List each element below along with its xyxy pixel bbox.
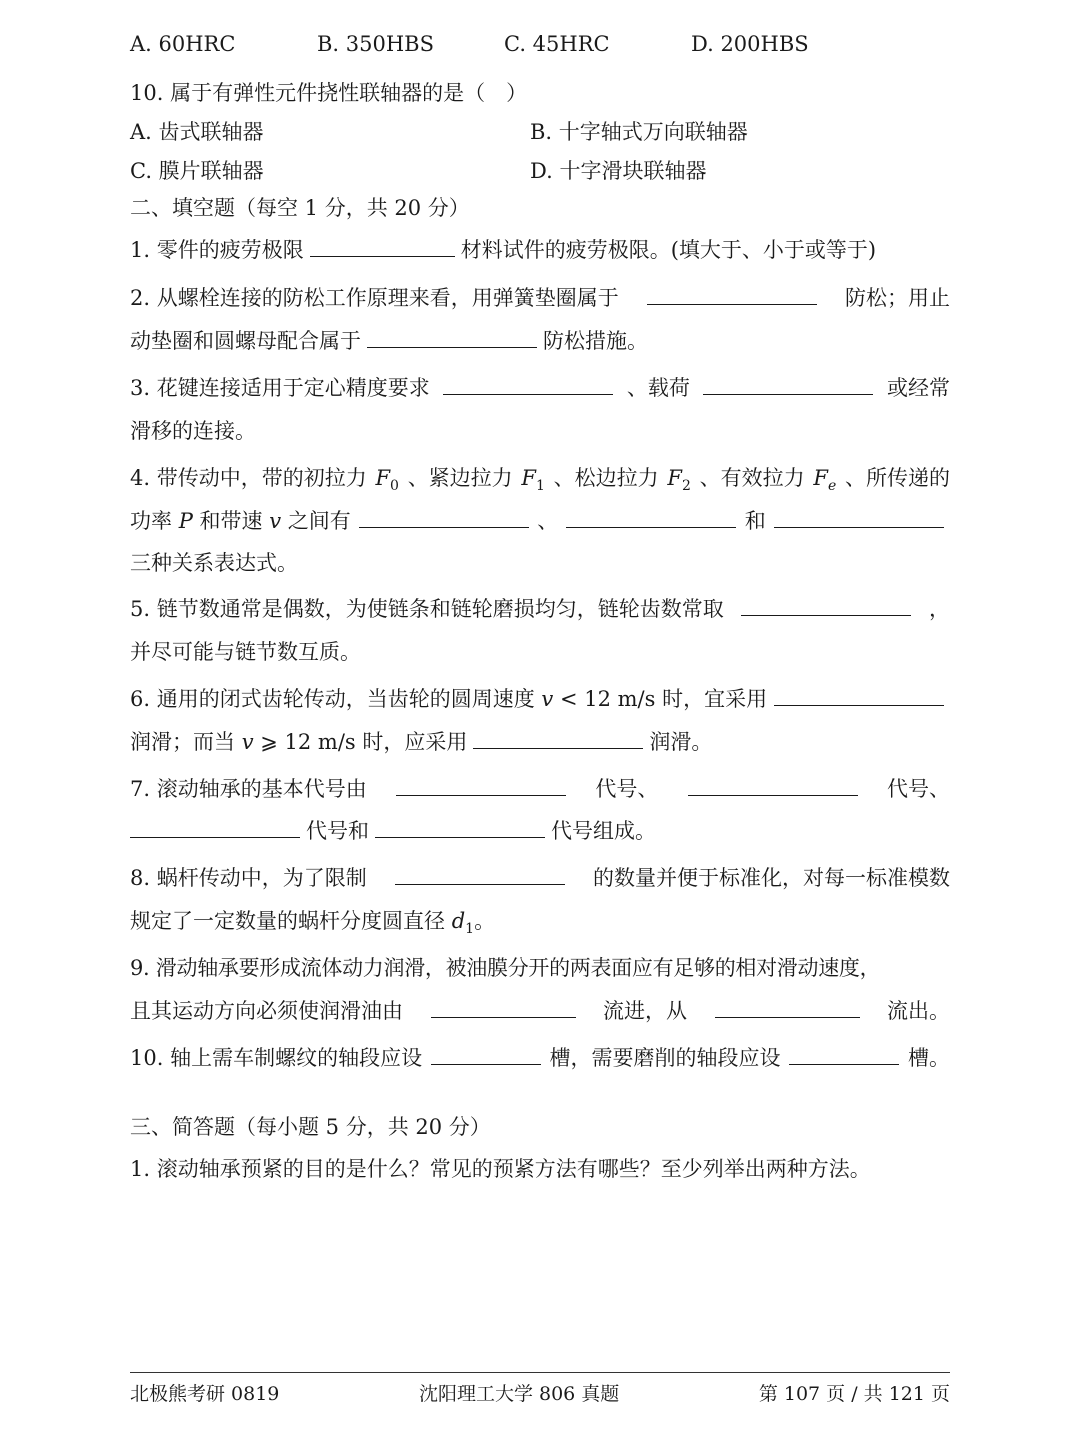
page-number: 第 107 页 / 共 121 页 xyxy=(758,1383,950,1405)
answer-blank[interactable] xyxy=(367,327,537,348)
footer-left: 北极熊考研 0819 xyxy=(130,1383,280,1405)
question-text: 动垫圈和圆螺母配合属于 xyxy=(130,329,361,353)
fill-question-2 xyxy=(130,283,950,313)
q10-stem: 10. 属于有弹性元件挠性联轴器的是（ ） xyxy=(130,81,528,105)
answer-blank[interactable] xyxy=(473,728,643,749)
fill-question-5 xyxy=(130,594,950,624)
question-text: 流进，从 xyxy=(603,999,687,1023)
q10-options-row1 xyxy=(130,117,950,147)
fill-question-4 xyxy=(130,463,950,501)
option-d: D. 200HBS xyxy=(691,32,809,56)
fill-question-4-cont xyxy=(130,506,950,536)
question-text: 、所传递的 xyxy=(844,466,950,490)
question-text: 、载荷 xyxy=(626,376,690,400)
fill-question-7-cont xyxy=(130,816,950,846)
question-text: 7. 滚动轴承的基本代号由 xyxy=(130,777,367,801)
q10-options-row2 xyxy=(130,156,950,186)
question-text: 润滑；而当 v ⩾ 12 m/s 时，应采用 xyxy=(130,730,468,754)
answer-blank[interactable] xyxy=(774,685,944,706)
question-text: 10. 轴上需车制螺纹的轴段应设 xyxy=(130,1046,423,1070)
page-footer xyxy=(130,1380,950,1408)
question-text: 代号组成。 xyxy=(551,819,656,843)
answer-blank[interactable] xyxy=(774,507,944,528)
fill-question-8 xyxy=(130,863,950,893)
formula-f1: $F_1$ xyxy=(521,466,545,495)
option-b: B. 350HBS xyxy=(317,32,434,56)
fill-question-4-end: 三种关系表达式。 xyxy=(130,551,298,575)
question-text: 和 xyxy=(744,509,766,533)
fill-question-10 xyxy=(130,1043,950,1073)
question-text: 3. 花键连接适用于定心精度要求 xyxy=(130,376,430,400)
question-text: 材料试件的疲劳极限。(填大于、小于或等于) xyxy=(460,238,877,262)
question-text: ， xyxy=(929,597,950,621)
fill-question-2-cont xyxy=(130,326,950,356)
q9-options xyxy=(130,29,950,59)
question-text: 1. 零件的疲劳极限 xyxy=(130,238,304,262)
question-text: 4. 带传动中，带的初拉力 xyxy=(130,466,367,490)
question-text: 代号、 xyxy=(886,777,950,801)
answer-blank[interactable] xyxy=(130,817,300,838)
fill-question-6-cont xyxy=(130,727,950,757)
fill-question-7 xyxy=(130,774,950,804)
formula-d1: $d_1$ xyxy=(451,909,475,938)
answer-blank[interactable] xyxy=(703,374,873,395)
answer-blank[interactable] xyxy=(741,595,911,616)
question-text: 、紧边拉力 xyxy=(407,466,513,490)
question-text: 5. 链节数通常是偶数，为使链条和链轮磨损均匀，链轮齿数常取 xyxy=(130,597,724,621)
answer-blank[interactable] xyxy=(396,775,566,796)
answer-blank[interactable] xyxy=(359,507,529,528)
formula-f2: $F_2$ xyxy=(667,466,691,495)
question-text: 且其运动方向必须使润滑油由 xyxy=(130,999,403,1023)
question-text: 的数量并便于标准化，对每一标准模数 xyxy=(593,866,950,890)
question-text: 规定了一定数量的蜗杆分度圆直径 xyxy=(130,909,445,933)
fill-question-9-cont xyxy=(130,996,950,1026)
question-text: 、有效拉力 xyxy=(699,466,805,490)
answer-blank[interactable] xyxy=(395,864,565,885)
question-text: 防松措施。 xyxy=(543,329,648,353)
question-text: 。 xyxy=(474,909,496,933)
option-d: D. 十字滑块联轴器 xyxy=(530,159,707,183)
answer-blank[interactable] xyxy=(431,997,576,1018)
question-text: 、松边拉力 xyxy=(553,466,659,490)
section-title: 三、简答题（每小题 5 分，共 20 分） xyxy=(130,1115,491,1139)
fill-question-3-cont: 滑移的连接。 xyxy=(130,419,256,443)
question-text: 槽，需要磨削的轴段应设 xyxy=(549,1046,781,1070)
question-text: 槽。 xyxy=(907,1046,950,1070)
option-c: C. 膜片联轴器 xyxy=(130,159,264,183)
fill-question-3 xyxy=(130,373,950,403)
answer-blank[interactable] xyxy=(375,817,545,838)
question-text: 6. 通用的闭式齿轮传动，当齿轮的圆周速度 v < 12 m/s 时，宜采用 xyxy=(130,687,768,711)
formula-f0: $F_0$ xyxy=(375,466,399,495)
question-text: 功率 P 和带速 v 之间有 xyxy=(130,509,351,533)
fill-question-9: 9. 滑动轴承要形成流体动力润滑，被油膜分开的两表面应有足够的相对滑动速度， xyxy=(130,956,881,980)
answer-blank[interactable] xyxy=(789,1044,899,1065)
question-text: 、 xyxy=(537,509,559,533)
question-text: 或经常 xyxy=(886,376,950,400)
formula-fe: $F_e$ xyxy=(813,466,837,495)
answer-blank[interactable] xyxy=(443,374,613,395)
option-a: A. 齿式联轴器 xyxy=(130,120,264,144)
option-c: C. 45HRC xyxy=(504,32,610,56)
footer-divider xyxy=(130,1372,950,1373)
fill-question-8-cont xyxy=(130,906,950,944)
question-text: 8. 蜗杆传动中，为了限制 xyxy=(130,866,367,890)
option-a: A. 60HRC xyxy=(130,32,236,56)
answer-blank[interactable] xyxy=(566,507,736,528)
question-text: 润滑。 xyxy=(649,730,713,754)
answer-blank[interactable] xyxy=(431,1044,541,1065)
answer-blank[interactable] xyxy=(688,775,858,796)
fill-question-5-cont: 并尽可能与链节数互质。 xyxy=(130,640,361,664)
fill-question-1 xyxy=(130,235,950,265)
question-text: 防松；用止 xyxy=(845,286,950,310)
answer-blank[interactable] xyxy=(647,284,817,305)
question-text: 代号、 xyxy=(595,777,659,801)
short-answer-question-1: 1. 滚动轴承预紧的目的是什么？常见的预紧方法有哪些？至少列举出两种方法。 xyxy=(130,1157,871,1181)
answer-blank[interactable] xyxy=(715,997,860,1018)
question-text: 流出。 xyxy=(887,999,950,1023)
answer-blank[interactable] xyxy=(310,236,455,257)
question-text: 2. 从螺栓连接的防松工作原理来看，用弹簧垫圈属于 xyxy=(130,286,619,310)
section-title: 二、填空题（每空 1 分，共 20 分） xyxy=(130,196,470,220)
question-text: 代号和 xyxy=(306,819,369,843)
footer-center: 沈阳理工大学 806 真题 xyxy=(418,1383,620,1405)
fill-question-6 xyxy=(130,684,950,714)
option-b: B. 十字轴式万向联轴器 xyxy=(530,120,748,144)
